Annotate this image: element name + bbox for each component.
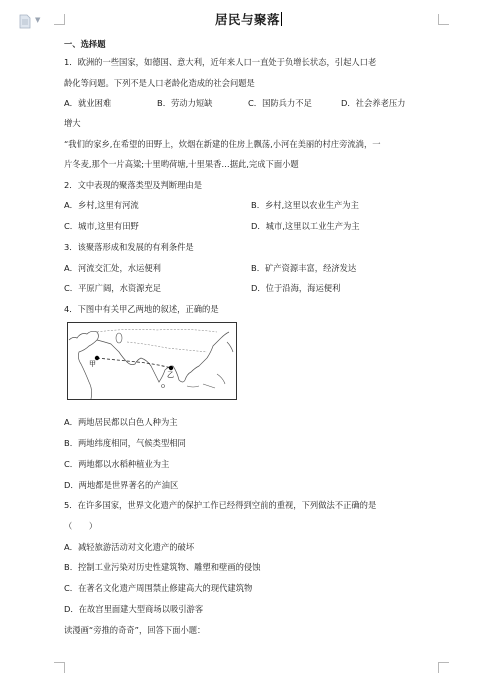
question-3-option-c: C．平原广阔，水资源充足 (64, 283, 162, 293)
section-heading: 一、选择题 (64, 39, 106, 49)
question-1-option-d: D．社会养老压力 (341, 98, 406, 108)
question-2-option-c: C．城市,这里有田野 (64, 221, 139, 231)
question-1-option-c: C．国防兵力不足 (248, 98, 312, 108)
question-4-option-b: B．两地纬度相同，气候类型相同 (64, 438, 186, 448)
next-passage-intro: 读漫画“旁推的奇奇”，回答下面小题： (64, 625, 206, 635)
question-2-option-d: D．城市,这里以工业生产为主 (251, 221, 360, 231)
question-1-option-d-continued: 增大 (64, 118, 81, 128)
question-2-option-a: A．乡村,这里有河流 (64, 200, 139, 210)
poem-passage: 片冬麦,那个一片高粱;十里哟荷塘,十里果香…据此,完成下面小题 (64, 159, 299, 169)
page-corner-mark (54, 662, 65, 673)
question-3-stem: 3．该聚落形成和发展的有利条件是 (64, 242, 194, 252)
question-2-option-b: B．乡村,这里以农业生产为主 (251, 200, 359, 210)
map-point-yi (169, 366, 173, 370)
poem-passage: “我们的家乡,在希望的田野上，炊烟在新建的住房上飘荡,小河在美丽的村庄旁流淌，一 (64, 139, 381, 149)
question-5-option-a: A．减轻旅游活动对文化遗产的破坏 (64, 542, 195, 552)
question-5-option-b: B．控制工业污染对历史性建筑物、雕塑和壁画的侵蚀 (64, 562, 261, 572)
question-1-stem: 1．欧洲的一些国家，如德国、意大利，近年来人口一直处于负增长状态，引起人口老 (64, 57, 377, 67)
map-figure (67, 322, 237, 400)
map-label-yi: 乙 (167, 371, 174, 379)
question-4-option-a: A．两地居民都以白色人种为主 (64, 417, 178, 427)
question-1-option-a: A．就业困难 (64, 98, 112, 108)
question-1-option-b: B．劳动力短缺 (157, 98, 213, 108)
question-5-stem: 5．在许多国家，世界文化遗产的保护工作已经得到空前的重视，下列做法不正确的是 (64, 500, 377, 510)
question-5-option-d: D．在故宫里面建大型商场以吸引游客 (64, 604, 204, 614)
text-cursor (281, 12, 282, 26)
question-1-stem: 龄化等问题。下列不是人口老龄化造成的社会问题是 (64, 78, 255, 88)
question-3-option-d: D．位于沿海，海运便利 (251, 283, 341, 293)
question-2-stem: 2．文中表现的聚落类型及判断理由是 (64, 180, 203, 190)
question-4-stem: 4．下图中有关甲乙两地的叙述，正确的是 (64, 304, 219, 314)
map-label-jia: 甲 (89, 360, 96, 368)
question-4-option-d: D．两地都是世界著名的产油区 (64, 480, 179, 490)
page-corner-mark (438, 662, 449, 673)
question-3-option-a: A．河流交汇处，水运便利 (64, 263, 161, 273)
question-3-option-b: B．矿产资源丰富，经济发达 (251, 263, 357, 273)
question-5-option-c: C．在著名文化遗产周围禁止修建高大的现代建筑物 (64, 583, 253, 593)
page-title[interactable]: 居民与聚落 (214, 12, 280, 27)
question-5-blank: （ ） (64, 521, 98, 531)
chevron-down-icon[interactable]: ▼ (35, 16, 41, 24)
question-4-option-c: C．两地都以水稻种植业为主 (64, 459, 170, 469)
